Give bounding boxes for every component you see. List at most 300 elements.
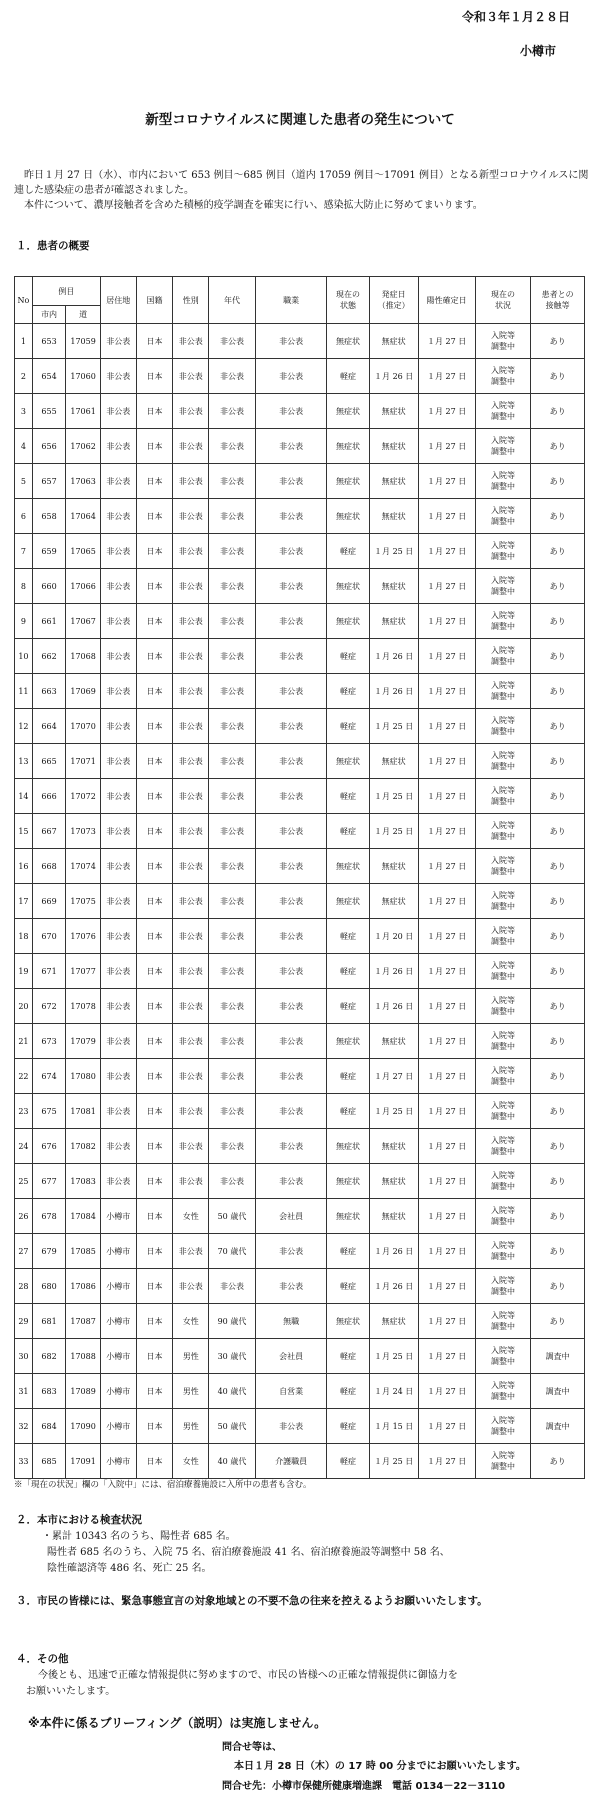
cell-current-state: 無症状	[327, 744, 369, 779]
cell-age: 非公表	[209, 814, 256, 849]
cell-current-state: 軽症	[327, 814, 369, 849]
cell-no: 33	[15, 1444, 33, 1479]
status-line: 調整中	[490, 587, 515, 596]
cell-no: 6	[15, 499, 33, 534]
cell-no: 7	[15, 534, 33, 569]
cell-no: 31	[15, 1374, 33, 1409]
status-line: 入院等	[490, 1241, 515, 1250]
table-row	[15, 1199, 585, 1234]
cell-job: 非公表	[255, 639, 326, 674]
cell-onset: 無症状	[369, 1304, 418, 1339]
cell-no: 17	[15, 884, 33, 919]
cell-residence: 非公表	[100, 499, 136, 534]
cell-pref-count: 17087	[66, 1304, 101, 1339]
status-line: 調整中	[490, 1357, 515, 1366]
intro-paragraph: 本件について、濃厚接触者を含めた積極的疫学調査を確実に行い、感染拡大防止に努めてまいります。	[24, 200, 483, 211]
cell-city-count: 656	[32, 429, 65, 464]
header-no: No	[15, 277, 33, 324]
cell-current-status	[475, 989, 531, 1024]
cell-current-state: 無症状	[327, 1304, 369, 1339]
cell-nationality: 日本	[136, 359, 173, 394]
cell-job: 非公表	[255, 814, 326, 849]
cell-positive-date: １月 27 日	[418, 1164, 475, 1199]
cell-city-count: 664	[32, 709, 65, 744]
cell-job: 自営業	[255, 1374, 326, 1409]
cell-contact: あり	[531, 1269, 585, 1304]
header-positive-date: 陽性確定日	[418, 277, 475, 324]
cell-current-status	[475, 814, 531, 849]
cell-nationality: 日本	[136, 1304, 173, 1339]
cell-contact: あり	[531, 1234, 585, 1269]
header-current-status-line: 現在の	[490, 290, 515, 299]
cell-current-state: 軽症	[327, 1269, 369, 1304]
cell-contact: あり	[531, 1444, 585, 1479]
cell-no: 1	[15, 324, 33, 359]
header-current-state	[327, 277, 369, 324]
cell-current-status	[475, 779, 531, 814]
status-line: 調整中	[490, 1077, 515, 1086]
cell-city-count: 676	[32, 1129, 65, 1164]
cell-onset: １月 25 日	[369, 779, 418, 814]
cell-age: 非公表	[209, 779, 256, 814]
cell-current-status	[475, 1129, 531, 1164]
table-row	[15, 639, 585, 674]
intro-paragraph: 昨日１月 27 日（水）、市内において 653 例目～685 例目（道内 17059 例目～17091 例目）となる新型コロナウイルスに関連した感染症の患者が確認されました。	[14, 170, 589, 196]
cell-contact: あり	[531, 639, 585, 674]
status-line: 調整中	[490, 1322, 515, 1331]
table-row	[15, 744, 585, 779]
cell-pref-count: 17075	[66, 884, 101, 919]
cell-sex: 非公表	[173, 814, 209, 849]
cell-sex: 男性	[173, 1409, 209, 1444]
cell-positive-date: １月 27 日	[418, 1024, 475, 1059]
cell-contact: あり	[531, 919, 585, 954]
cell-positive-date: １月 27 日	[418, 394, 475, 429]
status-line: 入院等	[490, 681, 515, 690]
table-row	[15, 604, 585, 639]
cell-current-status	[475, 324, 531, 359]
cell-onset: １月 26 日	[369, 989, 418, 1024]
status-line: 調整中	[490, 1217, 515, 1226]
cell-residence: 小樽市	[100, 1304, 136, 1339]
cell-nationality: 日本	[136, 779, 173, 814]
cell-onset: 無症状	[369, 1164, 418, 1199]
status-line: 調整中	[490, 1427, 515, 1436]
table-row	[15, 919, 585, 954]
cell-city-count: 681	[32, 1304, 65, 1339]
cell-contact: あり	[531, 1164, 585, 1199]
cell-sex: 非公表	[173, 1059, 209, 1094]
cell-residence: 小樽市	[100, 1234, 136, 1269]
cell-positive-date: １月 27 日	[418, 359, 475, 394]
cell-city-count: 684	[32, 1409, 65, 1444]
cell-job: 非公表	[255, 534, 326, 569]
cell-job: 非公表	[255, 709, 326, 744]
cell-onset: １月 26 日	[369, 1234, 418, 1269]
cell-pref-count: 17069	[66, 674, 101, 709]
intro-paragraphs	[14, 168, 589, 213]
cell-sex: 非公表	[173, 359, 209, 394]
header-current-state-line: 現在の	[335, 290, 360, 299]
table-row	[15, 1094, 585, 1129]
table-row	[15, 1269, 585, 1304]
cell-nationality: 日本	[136, 1199, 173, 1234]
cell-contact: あり	[531, 464, 585, 499]
cell-city-count: 685	[32, 1444, 65, 1479]
cell-positive-date: １月 27 日	[418, 1444, 475, 1479]
cell-nationality: 日本	[136, 954, 173, 989]
cell-residence: 小樽市	[100, 1269, 136, 1304]
cell-no: 18	[15, 919, 33, 954]
cell-nationality: 日本	[136, 394, 173, 429]
cell-positive-date: １月 27 日	[418, 1094, 475, 1129]
cell-current-state: 軽症	[327, 989, 369, 1024]
cell-no: 32	[15, 1409, 33, 1444]
cell-city-count: 654	[32, 359, 65, 394]
cell-current-state: 軽症	[327, 674, 369, 709]
cell-pref-count: 17085	[66, 1234, 101, 1269]
cell-no: 23	[15, 1094, 33, 1129]
cell-job: 非公表	[255, 989, 326, 1024]
table-row	[15, 1164, 585, 1199]
table-row	[15, 1129, 585, 1164]
cell-pref-count: 17068	[66, 639, 101, 674]
table-row	[15, 499, 585, 534]
status-line: 調整中	[490, 412, 515, 421]
cell-current-status	[475, 639, 531, 674]
status-line: 入院等	[490, 506, 515, 515]
cell-current-status	[475, 359, 531, 394]
status-line: 入院等	[490, 856, 515, 865]
cell-age: 50 歳代	[209, 1409, 256, 1444]
table-row	[15, 429, 585, 464]
cell-residence: 非公表	[100, 779, 136, 814]
cell-positive-date: １月 27 日	[418, 1059, 475, 1094]
cell-positive-date: １月 27 日	[418, 884, 475, 919]
cell-sex: 非公表	[173, 639, 209, 674]
cell-residence: 非公表	[100, 569, 136, 604]
header-contact	[531, 277, 585, 324]
cell-residence: 非公表	[100, 1129, 136, 1164]
cell-pref-count: 17059	[66, 324, 101, 359]
cell-no: 20	[15, 989, 33, 1024]
cell-contact: あり	[531, 499, 585, 534]
cell-pref-count: 17077	[66, 954, 101, 989]
cell-onset: １月 27 日	[369, 1059, 418, 1094]
patient-table	[14, 276, 585, 1479]
cell-no: 9	[15, 604, 33, 639]
status-line: 調整中	[490, 482, 515, 491]
cell-age: 非公表	[209, 989, 256, 1024]
section-heading-request: ３．市民の皆様には、緊急事態宣言の対象地域との不要不急の往来を控えるようお願いいたします。	[16, 1595, 488, 1607]
cell-positive-date: １月 27 日	[418, 954, 475, 989]
cell-onset: １月 26 日	[369, 639, 418, 674]
header-sex: 性別	[173, 277, 209, 324]
cell-age: 非公表	[209, 499, 256, 534]
cell-contact: あり	[531, 744, 585, 779]
cell-city-count: 667	[32, 814, 65, 849]
cell-sex: 非公表	[173, 534, 209, 569]
cell-job: 非公表	[255, 1409, 326, 1444]
cell-city-count: 659	[32, 534, 65, 569]
cell-no: 8	[15, 569, 33, 604]
cell-residence: 小樽市	[100, 1409, 136, 1444]
cell-job: 非公表	[255, 464, 326, 499]
cell-age: 非公表	[209, 744, 256, 779]
cell-current-state: 軽症	[327, 534, 369, 569]
cell-residence: 非公表	[100, 604, 136, 639]
cell-contact: あり	[531, 849, 585, 884]
cell-pref-count: 17084	[66, 1199, 101, 1234]
cell-pref-count: 17086	[66, 1269, 101, 1304]
cell-current-state: 無症状	[327, 604, 369, 639]
cell-current-state: 無症状	[327, 569, 369, 604]
cell-sex: 非公表	[173, 954, 209, 989]
cell-age: 非公表	[209, 1129, 256, 1164]
cell-pref-count: 17079	[66, 1024, 101, 1059]
cell-nationality: 日本	[136, 534, 173, 569]
section-heading-other: ４．その他	[16, 1653, 69, 1665]
table-row	[15, 464, 585, 499]
status-line: 調整中	[490, 1112, 515, 1121]
table-row	[15, 709, 585, 744]
cell-current-state: 無症状	[327, 1024, 369, 1059]
cell-job: 介護職員	[255, 1444, 326, 1479]
cell-city-count: 658	[32, 499, 65, 534]
cell-contact: あり	[531, 569, 585, 604]
cell-current-status	[475, 499, 531, 534]
table-row	[15, 1339, 585, 1374]
status-line: 入院等	[490, 1451, 515, 1460]
cell-residence: 非公表	[100, 1094, 136, 1129]
cell-no: 3	[15, 394, 33, 429]
cell-nationality: 日本	[136, 1339, 173, 1374]
status-line: 調整中	[490, 552, 515, 561]
cell-age: 30 歳代	[209, 1339, 256, 1374]
cell-contact: 調査中	[531, 1409, 585, 1444]
cell-city-count: 661	[32, 604, 65, 639]
status-line: 入院等	[490, 646, 515, 655]
cell-age: 非公表	[209, 464, 256, 499]
cell-pref-count: 17088	[66, 1339, 101, 1374]
cell-positive-date: １月 27 日	[418, 1374, 475, 1409]
cell-positive-date: １月 27 日	[418, 604, 475, 639]
cell-current-status	[475, 1199, 531, 1234]
status-line: 入院等	[490, 576, 515, 585]
cell-onset: １月 25 日	[369, 709, 418, 744]
status-line: 入院等	[490, 786, 515, 795]
cell-onset: １月 26 日	[369, 359, 418, 394]
test-summary-line: 陽性者 685 名のうち、入院 75 名、宿泊療養施設 41 名、宿泊療養施設等調整中 58 名、	[47, 1547, 450, 1558]
status-line: 入院等	[490, 891, 515, 900]
status-line: 調整中	[490, 622, 515, 631]
cell-sex: 非公表	[173, 394, 209, 429]
cell-nationality: 日本	[136, 849, 173, 884]
cell-contact: あり	[531, 1094, 585, 1129]
cell-city-count: 663	[32, 674, 65, 709]
status-line: 入院等	[490, 1171, 515, 1180]
cell-current-state: 軽症	[327, 1374, 369, 1409]
cell-nationality: 日本	[136, 1094, 173, 1129]
cell-sex: 非公表	[173, 499, 209, 534]
cell-nationality: 日本	[136, 1129, 173, 1164]
cell-age: 非公表	[209, 1094, 256, 1129]
cell-age: 非公表	[209, 1164, 256, 1199]
status-line: 入院等	[490, 1276, 515, 1285]
cell-positive-date: １月 27 日	[418, 1339, 475, 1374]
cell-job: 会社員	[255, 1199, 326, 1234]
cell-residence: 非公表	[100, 849, 136, 884]
cell-contact: あり	[531, 709, 585, 744]
cell-onset: １月 24 日	[369, 1374, 418, 1409]
cell-onset: 無症状	[369, 1129, 418, 1164]
status-line: 入院等	[490, 961, 515, 970]
cell-residence: 非公表	[100, 884, 136, 919]
cell-positive-date: １月 27 日	[418, 1304, 475, 1339]
cell-residence: 非公表	[100, 709, 136, 744]
cell-city-count: 666	[32, 779, 65, 814]
cell-positive-date: １月 27 日	[418, 919, 475, 954]
cell-age: 非公表	[209, 1024, 256, 1059]
table-row	[15, 884, 585, 919]
status-line: 入院等	[490, 716, 515, 725]
cell-city-count: 662	[32, 639, 65, 674]
cell-onset: 無症状	[369, 884, 418, 919]
cell-current-status	[475, 1094, 531, 1129]
briefing-notice: ※本件に係るブリーフィング（説明）は実施しません。	[28, 1716, 327, 1730]
header-onset-line: （推定）	[377, 301, 410, 310]
cell-sex: 非公表	[173, 1234, 209, 1269]
table-footnote: ※「現在の状況」欄の「入院中」には、宿泊療養施設に入所中の患者も含む。	[14, 1480, 312, 1490]
cell-residence: 非公表	[100, 674, 136, 709]
status-line: 入院等	[490, 751, 515, 760]
cell-current-status	[475, 1164, 531, 1199]
cell-sex: 非公表	[173, 429, 209, 464]
cell-pref-count: 17064	[66, 499, 101, 534]
cell-current-status	[475, 1374, 531, 1409]
status-line: 調整中	[490, 832, 515, 841]
cell-no: 28	[15, 1269, 33, 1304]
cell-job: 非公表	[255, 744, 326, 779]
header-age: 年代	[209, 277, 256, 324]
cell-sex: 非公表	[173, 324, 209, 359]
cell-city-count: 670	[32, 919, 65, 954]
cell-positive-date: １月 27 日	[418, 569, 475, 604]
cell-age: 40 歳代	[209, 1374, 256, 1409]
cell-current-state: 無症状	[327, 1129, 369, 1164]
cell-current-state: 軽症	[327, 1444, 369, 1479]
cell-contact: あり	[531, 429, 585, 464]
status-line: 調整中	[490, 657, 515, 666]
issuing-organization: 小樽市	[519, 44, 556, 58]
test-summary-line: ・累計 10343 名のうち、陽性者 685 名。	[42, 1531, 236, 1542]
status-line: 調整中	[490, 377, 515, 386]
cell-residence: 非公表	[100, 744, 136, 779]
cell-age: 非公表	[209, 534, 256, 569]
cell-pref-count: 17072	[66, 779, 101, 814]
table-body	[15, 324, 585, 1479]
cell-onset: １月 25 日	[369, 534, 418, 569]
cell-onset: 無症状	[369, 849, 418, 884]
cell-residence: 小樽市	[100, 1339, 136, 1374]
cell-age: 40 歳代	[209, 1444, 256, 1479]
cell-age: 非公表	[209, 1059, 256, 1094]
cell-positive-date: １月 27 日	[418, 639, 475, 674]
cell-pref-count: 17078	[66, 989, 101, 1024]
cell-current-status	[475, 1339, 531, 1374]
status-line: 入院等	[490, 1136, 515, 1145]
cell-no: 5	[15, 464, 33, 499]
cell-residence: 非公表	[100, 324, 136, 359]
status-line: 入院等	[490, 1031, 515, 1040]
cell-current-status	[475, 849, 531, 884]
cell-no: 15	[15, 814, 33, 849]
header-residence: 居住地	[100, 277, 136, 324]
cell-current-state: 軽症	[327, 919, 369, 954]
cell-no: 11	[15, 674, 33, 709]
cell-age: 非公表	[209, 674, 256, 709]
cell-no: 13	[15, 744, 33, 779]
cell-city-count: 657	[32, 464, 65, 499]
status-line: 調整中	[490, 1392, 515, 1401]
cell-onset: 無症状	[369, 499, 418, 534]
cell-nationality: 日本	[136, 604, 173, 639]
cell-city-count: 669	[32, 884, 65, 919]
cell-sex: 非公表	[173, 604, 209, 639]
status-line: 調整中	[490, 1462, 515, 1471]
cell-contact: あり	[531, 359, 585, 394]
cell-current-status	[475, 709, 531, 744]
cell-contact: あり	[531, 1304, 585, 1339]
cell-no: 21	[15, 1024, 33, 1059]
table-row	[15, 989, 585, 1024]
cell-onset: １月 25 日	[369, 1339, 418, 1374]
cell-job: 非公表	[255, 674, 326, 709]
cell-job: 非公表	[255, 359, 326, 394]
status-line: 入院等	[490, 996, 515, 1005]
cell-contact: あり	[531, 394, 585, 429]
status-line: 入院等	[490, 541, 515, 550]
cell-city-count: 668	[32, 849, 65, 884]
cell-current-state: 軽症	[327, 954, 369, 989]
table-row	[15, 674, 585, 709]
cell-pref-count: 17089	[66, 1374, 101, 1409]
cell-positive-date: １月 27 日	[418, 429, 475, 464]
header-pref-count: 道	[66, 306, 101, 324]
cell-current-status	[475, 1269, 531, 1304]
cell-current-state: 軽症	[327, 1409, 369, 1444]
cell-sex: 非公表	[173, 569, 209, 604]
cell-pref-count: 17060	[66, 359, 101, 394]
table-row	[15, 1304, 585, 1339]
status-line: 入院等	[490, 331, 515, 340]
cell-residence: 非公表	[100, 464, 136, 499]
cell-positive-date: １月 27 日	[418, 1129, 475, 1164]
cell-nationality: 日本	[136, 744, 173, 779]
cell-positive-date: １月 27 日	[418, 499, 475, 534]
cell-residence: 非公表	[100, 1164, 136, 1199]
table-row	[15, 1444, 585, 1479]
table-row	[15, 779, 585, 814]
cell-no: 16	[15, 849, 33, 884]
cell-pref-count: 17063	[66, 464, 101, 499]
cell-age: 90 歳代	[209, 1304, 256, 1339]
status-line: 調整中	[490, 1007, 515, 1016]
cell-positive-date: １月 27 日	[418, 534, 475, 569]
table-row	[15, 954, 585, 989]
cell-age: 非公表	[209, 919, 256, 954]
cell-nationality: 日本	[136, 1024, 173, 1059]
